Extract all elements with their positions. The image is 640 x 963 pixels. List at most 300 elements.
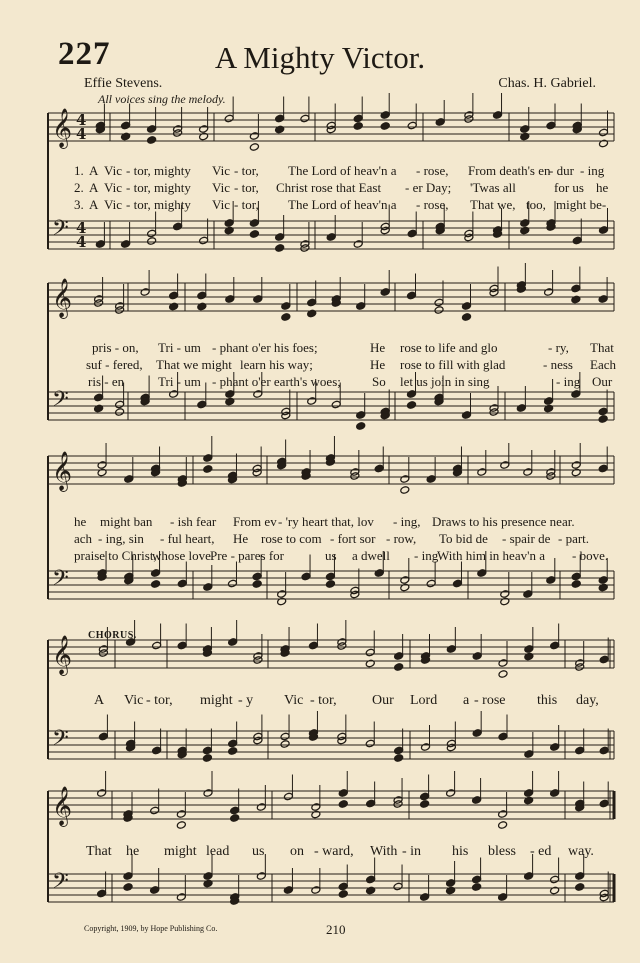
lyric-syllable: So <box>372 374 386 389</box>
lyric-syllable: With <box>370 844 398 859</box>
note-head <box>546 121 556 130</box>
note-head <box>446 789 456 798</box>
verse-3-line <box>0 374 640 389</box>
lyric-syllable: - tor, mighty <box>126 163 191 178</box>
lyric-syllable: Vic <box>104 180 122 195</box>
note-head <box>98 732 108 741</box>
lyric-syllable: Pre - pares for <box>210 548 284 563</box>
note-head <box>331 400 341 409</box>
verse-number: 1. <box>74 163 84 178</box>
note-head <box>472 652 482 661</box>
note-head <box>169 390 179 399</box>
note-head <box>575 883 585 892</box>
bass-clef: 𝄢 <box>52 216 69 246</box>
note-head <box>353 240 363 249</box>
note-head <box>326 233 336 242</box>
note-head <box>472 883 482 892</box>
verse-number: 2. <box>74 180 84 195</box>
note-head <box>365 648 375 657</box>
note-head <box>452 579 462 588</box>
note-head <box>524 789 534 798</box>
note-head <box>225 390 235 399</box>
note-head <box>283 886 293 895</box>
note-head <box>356 411 366 420</box>
note-head <box>498 821 508 830</box>
note-head <box>228 739 238 748</box>
lyric-syllable: might <box>164 844 197 859</box>
lyric-syllable: He <box>370 357 386 372</box>
note-head <box>498 893 508 902</box>
note-head <box>173 222 183 231</box>
note-head <box>176 893 186 902</box>
note-head <box>197 400 207 409</box>
note-head <box>147 237 157 246</box>
note-head <box>421 743 431 752</box>
lyric-syllable: - er Day; <box>405 180 452 195</box>
verse-number: 3. <box>74 197 84 212</box>
note-head <box>177 579 187 588</box>
note-head <box>203 872 213 881</box>
lyric-syllable: might ban <box>100 514 153 529</box>
note-head <box>249 132 259 141</box>
note-head <box>477 569 487 578</box>
treble-clef: 𝄞 <box>52 278 73 318</box>
note-head <box>353 114 363 123</box>
note-head <box>524 645 534 654</box>
lyric-syllable: - in <box>402 844 422 859</box>
lyric-syllable: The Lord of heav'n a <box>288 197 397 212</box>
note-head <box>256 803 266 812</box>
note-head <box>356 302 366 311</box>
note-head <box>598 407 608 416</box>
note-head <box>283 792 293 801</box>
verse-2-line <box>0 357 640 372</box>
lyric-syllable: That we, <box>470 197 516 212</box>
verse-3-line <box>0 548 640 563</box>
note-head <box>280 740 290 749</box>
note-head <box>301 572 311 581</box>
note-head <box>598 576 608 585</box>
hymn-number: 227 <box>58 36 111 72</box>
note-head <box>115 408 125 417</box>
lyric-syllable: suf - fered, <box>86 357 143 372</box>
note-head <box>249 219 259 228</box>
lyric-syllable: Vic <box>212 180 230 195</box>
note-head <box>426 475 436 484</box>
lyric-syllable: Draws to his presence near. <box>432 514 575 529</box>
note-head <box>249 143 259 152</box>
lyric-syllable: Vic <box>212 163 230 178</box>
note-head <box>550 641 560 650</box>
note-head <box>176 810 186 819</box>
note-head <box>307 397 317 406</box>
lyric-syllable: this <box>537 693 558 708</box>
bass-clef: 𝄢 <box>52 566 69 596</box>
note-head <box>123 872 133 881</box>
note-head <box>202 746 212 755</box>
note-head <box>426 579 436 588</box>
time-signature-digit: 4 <box>76 125 87 143</box>
note-head <box>275 244 285 253</box>
lyric-syllable: - tor, <box>146 693 173 708</box>
note-head <box>472 796 482 805</box>
note-head <box>230 814 240 823</box>
time-signature-digit: 4 <box>76 111 87 129</box>
lyric-syllable: Our <box>592 374 613 389</box>
note-head <box>599 746 609 755</box>
treble-clef: 𝄞 <box>52 635 73 675</box>
lyric-syllable: Tri - um <box>158 340 201 355</box>
note-head <box>365 739 375 748</box>
note-head <box>550 789 560 798</box>
note-head <box>202 754 212 763</box>
note-head <box>338 890 348 899</box>
time-signature-digit: 4 <box>76 233 87 251</box>
note-head <box>420 893 430 902</box>
note-head <box>472 729 482 738</box>
lyric-syllable: A <box>89 197 99 212</box>
note-head <box>147 125 157 134</box>
note-head <box>199 236 209 245</box>
lyric-syllable: let us join in sing <box>400 374 490 389</box>
note-head <box>147 136 157 145</box>
bass-clef: 𝄢 <box>52 387 69 417</box>
note-head <box>523 590 533 599</box>
note-head <box>544 397 554 406</box>
note-head <box>520 125 530 134</box>
lyric-syllable: - ness <box>543 357 573 372</box>
lyric-syllable: us <box>325 548 337 563</box>
note-head <box>498 659 508 668</box>
lyric-syllable: 'Twas all <box>470 180 516 195</box>
treble-clef: 𝄞 <box>52 451 73 491</box>
note-head <box>224 114 234 123</box>
note-head <box>550 743 560 752</box>
note-head <box>523 468 533 477</box>
note-head <box>546 576 556 585</box>
note-head <box>353 122 363 131</box>
note-head <box>472 875 482 884</box>
lyric-syllable: - bove. <box>572 548 609 563</box>
lyric-syllable: The Lord of heav'n a <box>288 163 397 178</box>
lyric-syllable: - tor, <box>234 197 259 212</box>
note-head <box>434 306 444 315</box>
note-head <box>380 288 390 297</box>
lyric-syllable: - fort sor <box>330 531 376 546</box>
lyric-syllable: way. <box>568 844 594 859</box>
note-head <box>462 411 472 420</box>
chorus-label: CHORUS. <box>88 630 137 641</box>
composer-credit: Chas. H. Gabriel. <box>498 76 596 91</box>
note-head <box>462 313 472 322</box>
note-head <box>446 879 456 888</box>
note-head <box>94 393 104 402</box>
note-head <box>124 475 134 484</box>
note-head <box>571 284 581 293</box>
verse-1-line <box>0 514 640 529</box>
note-head <box>400 576 410 585</box>
note-head <box>203 454 213 463</box>
note-head <box>275 233 285 242</box>
performance-instruction: All voices sing the melody. <box>98 92 226 106</box>
lyric-syllable: A <box>89 180 99 195</box>
note-head <box>147 229 157 238</box>
page-number: 210 <box>326 922 346 937</box>
lyric-syllable: - tor, mighty <box>126 197 191 212</box>
verse-1-line <box>0 163 640 178</box>
lyric-syllable: day, <box>576 693 599 708</box>
lyric-syllable: - rose, <box>416 163 449 178</box>
note-head <box>435 118 445 127</box>
lyric-syllable: he <box>74 514 87 529</box>
note-head <box>571 572 581 581</box>
lyric-syllable: might <box>200 693 233 708</box>
note-head <box>97 789 107 798</box>
note-head <box>140 288 150 297</box>
lyric-syllable: From ev <box>233 514 277 529</box>
note-head <box>203 465 213 474</box>
lyric-syllable: Vic <box>104 163 122 178</box>
lyric-syllable: Christ rose that East <box>276 180 382 195</box>
lyric-syllable: ris - en <box>88 374 125 389</box>
note-head <box>280 732 290 741</box>
lyric-syllable: He <box>233 531 249 546</box>
note-head <box>400 475 410 484</box>
note-head <box>477 468 487 477</box>
lyric-syllable: To bid de <box>439 531 488 546</box>
note-head <box>152 641 162 650</box>
lyric-syllable: a <box>463 693 470 708</box>
lyric-syllable: - dur <box>549 163 574 178</box>
lyric-syllable: - rose, <box>416 197 449 212</box>
lyric-syllable: That <box>86 844 112 859</box>
note-head <box>95 240 105 249</box>
note-head <box>380 111 390 120</box>
lyric-syllable: Each <box>590 357 616 372</box>
note-head <box>252 580 262 589</box>
lyric-syllable: - spair de <box>502 531 551 546</box>
lyric-syllable: A <box>94 693 105 708</box>
note-head <box>380 122 390 131</box>
note-head <box>575 746 585 755</box>
note-head <box>252 572 262 581</box>
note-head <box>277 590 287 599</box>
verse-1-line <box>0 340 640 355</box>
lyric-syllable: pris - on, <box>92 340 139 355</box>
note-head <box>253 295 263 304</box>
note-head <box>225 295 235 304</box>
note-head <box>256 872 266 881</box>
lyric-syllable: - y <box>238 693 254 708</box>
lyric-syllable: - ed <box>530 844 552 859</box>
lyric-syllable: praise to Christ, <box>74 548 157 563</box>
note-head <box>176 821 186 830</box>
note-head <box>394 746 404 755</box>
note-head <box>572 236 582 245</box>
lyric-syllable: he <box>596 180 609 195</box>
lyric-syllable: rose to fill with glad <box>400 357 506 372</box>
lyric-syllable: too, <box>526 197 546 212</box>
lyricist-credit: Effie Stevens. <box>84 76 163 91</box>
lyric-syllable: - rose <box>474 693 506 708</box>
note-head <box>311 803 321 812</box>
verse-3-line <box>0 197 640 212</box>
note-head <box>394 663 404 672</box>
lyric-syllable: rose to com <box>261 531 322 546</box>
lyric-syllable: - row, <box>386 531 417 546</box>
note-head <box>228 638 238 647</box>
note-head <box>281 313 291 322</box>
note-head <box>366 875 376 884</box>
lyric-syllable: That we might <box>156 357 232 372</box>
lyric-syllable: - ing, sin <box>98 531 144 546</box>
note-head <box>498 810 508 819</box>
note-head <box>366 799 376 808</box>
lyric-syllable: - ward, <box>314 844 354 859</box>
hymn-title: A Mighty Victor. <box>214 40 426 75</box>
note-head <box>300 114 310 123</box>
note-head <box>150 806 160 815</box>
lyric-syllable: lead <box>206 844 230 859</box>
lyric-syllable: on <box>290 844 304 859</box>
note-head <box>249 230 259 239</box>
note-head <box>434 298 444 307</box>
lyric-syllable: - ing <box>556 374 581 389</box>
note-head <box>253 390 263 399</box>
lyric-syllable: - ing, <box>393 514 421 529</box>
note-head <box>203 583 213 592</box>
lyric-syllable: - ry, <box>548 340 569 355</box>
lyric-syllable: ach <box>74 531 93 546</box>
note-head <box>199 125 209 134</box>
note-head <box>228 747 238 756</box>
lyric-syllable: From death's en <box>468 163 551 178</box>
note-head <box>121 240 131 249</box>
lyric-syllable: Lord <box>410 693 438 708</box>
note-head <box>356 422 366 431</box>
treble-clef: 𝄞 <box>52 108 73 148</box>
lyric-syllable: Vic <box>104 197 122 212</box>
note-head <box>230 806 240 815</box>
note-head <box>599 655 609 664</box>
note-head <box>599 799 609 808</box>
note-head <box>374 569 384 578</box>
note-head <box>152 746 162 755</box>
note-head <box>420 800 430 809</box>
lyric-syllable: That <box>590 340 614 355</box>
lyric-syllable: - phant o'er earth's woes; <box>212 374 341 389</box>
note-head <box>203 789 213 798</box>
note-head <box>575 872 585 881</box>
note-head <box>115 400 125 409</box>
lyric-syllable: - tor, <box>310 693 337 708</box>
note-head <box>307 298 317 307</box>
note-head <box>400 486 410 495</box>
lyric-syllable: Vic <box>124 693 144 708</box>
note-head <box>177 641 187 650</box>
note-head <box>394 652 404 661</box>
lyric-syllable: He <box>370 340 386 355</box>
note-head <box>571 390 581 399</box>
note-head <box>275 114 285 123</box>
bass-clef: 𝄢 <box>52 726 69 756</box>
note-head <box>97 889 107 898</box>
note-head <box>407 390 417 399</box>
note-head <box>493 111 503 120</box>
note-head <box>599 128 609 137</box>
lyric-syllable: might be- <box>556 197 607 212</box>
note-head <box>498 732 508 741</box>
note-head <box>571 461 581 470</box>
note-head <box>407 401 417 410</box>
note-head <box>281 302 291 311</box>
note-head <box>121 121 131 130</box>
lyric-syllable: whose love <box>152 548 211 563</box>
note-head <box>123 883 133 892</box>
note-head <box>599 226 609 235</box>
lyric-syllable: us <box>252 844 265 859</box>
treble-clef: 𝄞 <box>52 786 73 826</box>
lyric-syllable: - ful heart, <box>160 531 215 546</box>
note-head <box>500 461 510 470</box>
lyric-syllable: With him in heav'n a <box>437 548 545 563</box>
lyric-syllable: rose to life and glo <box>400 340 498 355</box>
verse-2-line <box>0 180 640 195</box>
lyric-syllable: - ing <box>580 163 605 178</box>
note-head <box>311 886 321 895</box>
lyric-syllable: A <box>89 163 99 178</box>
note-head <box>598 295 608 304</box>
note-head <box>374 464 384 473</box>
note-head <box>516 404 526 413</box>
note-head <box>151 580 161 589</box>
note-head <box>308 641 318 650</box>
note-head <box>338 800 348 809</box>
lyric-syllable: Vic <box>284 693 304 708</box>
note-head <box>598 415 608 424</box>
lyric-syllable: his <box>452 844 469 859</box>
bass-clef: 𝄢 <box>52 869 69 899</box>
note-head <box>338 882 348 891</box>
lyric-syllable: - ish fear <box>170 514 217 529</box>
note-head <box>151 569 161 578</box>
note-head <box>524 872 534 881</box>
note-head <box>462 302 472 311</box>
note-head <box>446 645 456 654</box>
note-head <box>524 750 534 759</box>
time-signature-digit: 4 <box>76 219 87 237</box>
note-head <box>407 229 417 238</box>
note-head <box>407 291 417 300</box>
note-head <box>394 754 404 763</box>
note-head <box>169 291 179 300</box>
note-head <box>325 572 335 581</box>
note-head <box>407 121 417 130</box>
note-head <box>550 875 560 884</box>
note-head <box>338 789 348 798</box>
note-head <box>150 886 160 895</box>
lyric-syllable: learn his way; <box>240 357 313 372</box>
lyric-syllable: for us <box>554 180 584 195</box>
lyric-syllable: bless <box>488 844 516 859</box>
note-head <box>500 590 510 599</box>
lyric-syllable: - ing <box>414 548 439 563</box>
note-head <box>571 580 581 589</box>
lyric-syllable: a dwell <box>352 548 390 563</box>
lyric-syllable: Vic <box>212 197 230 212</box>
lyric-syllable: - tor, <box>234 163 259 178</box>
chorus-line <box>0 693 640 708</box>
